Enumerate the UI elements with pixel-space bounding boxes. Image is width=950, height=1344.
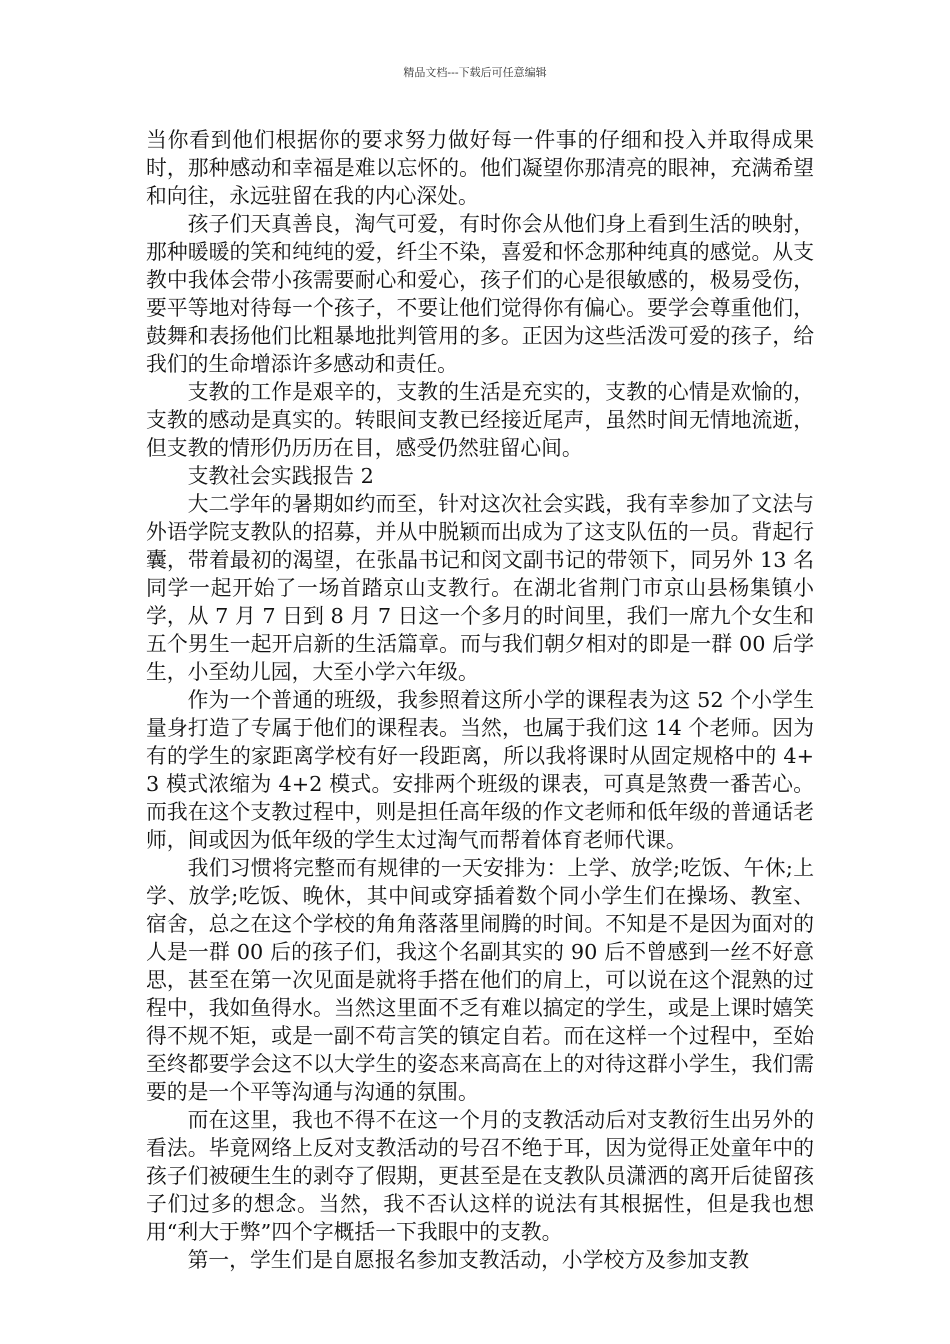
body-paragraph: 而在这里，我也不得不在这一个月的支教活动后对支教衍生出另外的看法。毕竟网络上反对支教活动的号召不绝于耳，因为觉得正处童年中的孩子们被硬生生的剥夺了假期，更甚至是在支教队员潇洒的离开后徒留孩子们过多的想念。当然，我不否认这样的说法有其根据性，但是我也想用“利大于弊”四个字概括一下我眼中的支教。 xyxy=(146,1108,814,1244)
page-header: 精品文档---下载后可任意编辑 xyxy=(403,66,547,79)
body-paragraph: 当你看到他们根据你的要求努力做好每一件事的仔细和投入并取得成果时，那种感动和幸福是难以忘怀的。他们凝望你那清亮的眼神，充满希望和向往，永远驻留在我的内心深处。 xyxy=(146,128,814,208)
document-body xyxy=(146,126,814,1274)
body-paragraph: 支教的工作是艰辛的，支教的生活是充实的，支教的心情是欢愉的，支教的感动是真实的。转眼间支教已经接近尾声，虽然时间无情地流逝，但支教的情形仍历历在目，感受仍然驻留心间。 xyxy=(146,380,814,460)
section-heading: 支教社会实践报告 2 xyxy=(187,464,374,488)
body-paragraph: 第一，学生们是自愿报名参加支教活动，小学校方及参加支教 xyxy=(187,1248,750,1272)
body-paragraph: 作为一个普通的班级，我参照着这所小学的课程表为这 52 个小学生量身打造了专属于他们的课程表。当然，也属于我们这 14 个老师。因为有的学生的家距离学校有好一段距离，所以我将课时从固定规格中的 4+3 模式浓缩为 4+2 模式。安排两个班级的课表，可真是煞费一番苦心。而我在这个支教过程中，则是担任高年级的作文老师和低年级的普通话老师，间或因为低年级的学生太过淘气而帮着体育老师代课。 xyxy=(146,688,814,852)
body-paragraph: 孩子们天真善良，淘气可爱，有时你会从他们身上看到生活的映射，那种暖暖的笑和纯纯的爱，纤尘不染，喜爱和怀念那种纯真的感觉。从支教中我体会带小孩需要耐心和爱心，孩子们的心是很敏感的，极易受伤，要平等地对待每一个孩子，不要让他们觉得你有偏心。要学会尊重他们，鼓舞和表扬他们比粗暴地批判管用的多。正因为这些活泼可爱的孩子，给我们的生命增添许多感动和责任。 xyxy=(146,212,814,376)
body-paragraph: 我们习惯将完整而有规律的一天安排为：上学、放学;吃饭、午休;上学、放学;吃饭、晚休，其中间或穿插着数个同小学生们在操场、教室、宿舍，总之在这个学校的角角落落里闹腾的时间。不知是不是因为面对的人是一群 00 后的孩子们，我这个名副其实的 90 后不曾感到一丝不好意思，甚至在第一次见面是就将手搭在他们的肩上，可以说在这个混熟的过程中，我如鱼得水。当然这里面不乏有难以搞定的学生，或是上课时嬉笑得不规不矩，或是一副不苟言笑的镇定自若。而在这样一个过程中，至始至终都要学会这不以大学生的姿态来高高在上的对待这群小学生，我们需要的是一个平等沟通与沟通的氛围。 xyxy=(146,856,814,1104)
body-paragraph: 大二学年的暑期如约而至，针对这次社会实践，我有幸参加了文法与外语学院支教队的招募，并从中脱颖而出成为了这支队伍的一员。背起行囊，带着最初的渴望，在张晶书记和闵文副书记的带领下，同另外 13 名同学一起开始了一场首踏京山支教行。在湖北省荆门市京山县杨集镇小学，从 7 月 7 日到 8 月 7 日这一个多月的时间里，我们一席九个女生和五个男生一起开启新的生活篇章。而与我们朝夕相对的即是一群 00 后学生，小至幼儿园，大至小学六年级。 xyxy=(146,492,814,684)
